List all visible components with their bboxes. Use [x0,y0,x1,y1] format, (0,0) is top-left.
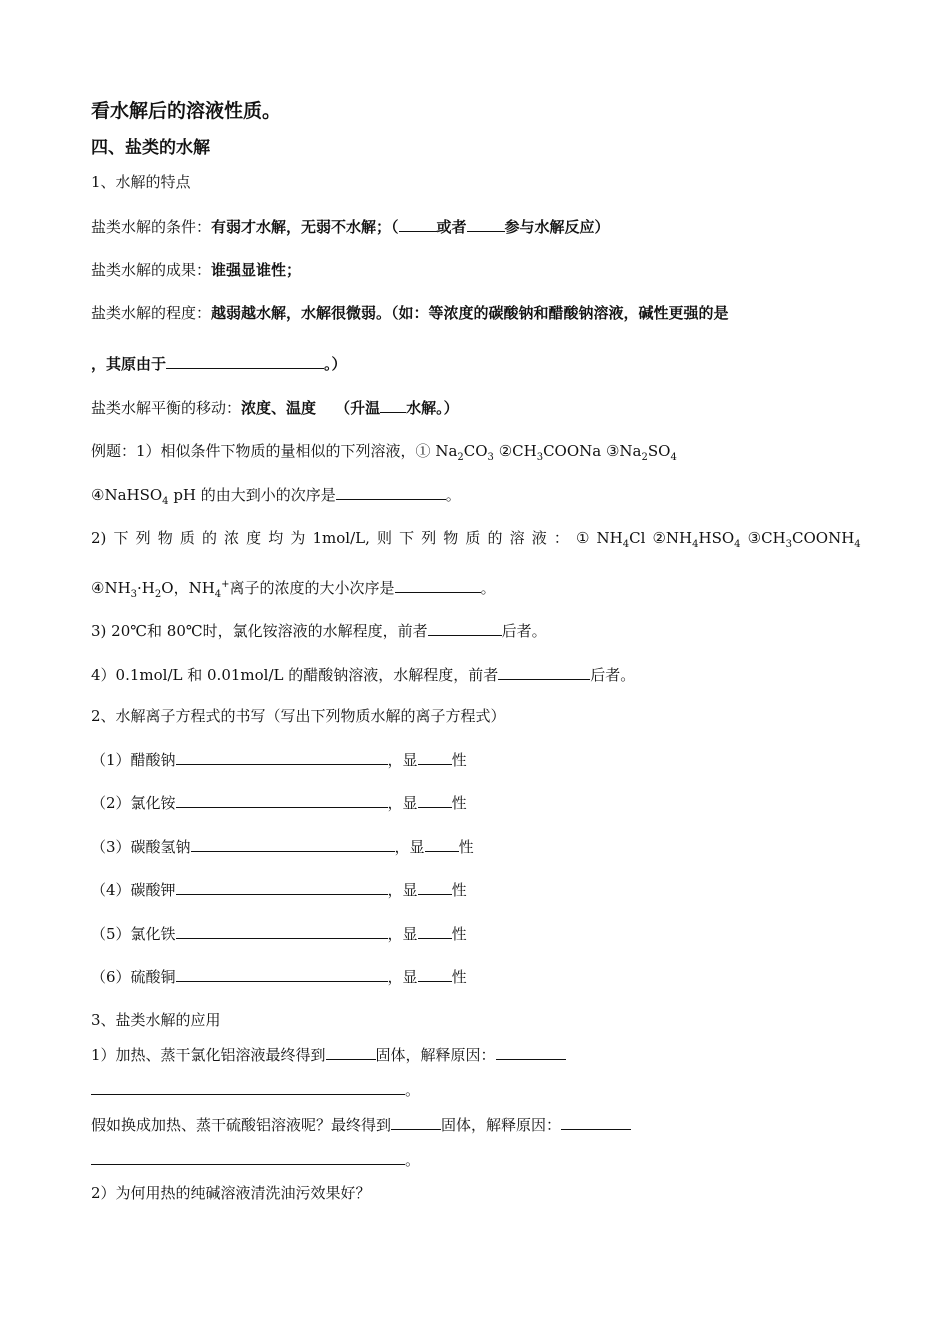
equation-item-3: （3）碳酸氢钠 ，显 性 [91,838,474,856]
subsection-heading-2: 2、水解离子方程式的书写（写出下列物质水解的离子方程式） [91,707,506,725]
answer-blank[interactable] [336,484,446,500]
hydrolysis-result-line: 盐类水解的成果：谁强显谁性； [91,261,302,279]
subsection-heading-3: 3、盐类水解的应用 [91,1011,221,1029]
hydrolysis-degree-continued: ，其原由于 。） [91,355,347,373]
answer-blank[interactable] [176,966,388,982]
subsection-heading-1: 1、水解的特点 [91,173,191,191]
section-heading-4: 四、盐类的水解 [91,138,210,158]
answer-blank[interactable] [391,1114,441,1130]
answer-blank[interactable] [166,353,324,369]
example-4: 4）0.1mol/L 和 0.01mol/L 的醋酸钠溶液，水解程度，前者 后者。 [91,666,636,684]
equation-item-2: （2）氯化铵 ，显 性 [91,794,467,812]
answer-blank[interactable] [395,577,481,593]
answer-blank[interactable] [399,216,437,232]
answer-blank[interactable] [428,620,502,636]
application-2-question: 2）为何用热的纯碱溶液清洗油污效果好？ [91,1184,371,1202]
answer-blank[interactable] [326,1044,376,1060]
example-1-line-1: 例题：1）相似条件下物质的量相似的下列溶液，① $Na_2CO_3$ $②CH_3COONa$ $③Na_2SO_4$ [91,442,677,463]
answer-blank[interactable] [176,879,388,895]
equation-item-1: （1）醋酸钠 ，显 性 [91,751,467,769]
answer-blank[interactable] [380,397,406,413]
answer-blank[interactable] [418,749,452,765]
application-1-line: 1）加热、蒸干氯化铝溶液最终得到 固体，解释原因： [91,1044,566,1065]
answer-blank[interactable] [418,792,452,808]
equation-item-5: （5）氯化铁 ，显 性 [91,925,467,943]
example-2-line-1: 2) 下 列 物 质 的 浓 度 均 为 1mol/L, 则 下 列 物 质 的 溶 液 ： ① $NH_4Cl$ $②NH_4HSO_4$ $③CH_3COONH_4$ [91,529,861,550]
page-title: 看水解后的溶液性质。 [91,100,282,122]
application-1b-line: 假如换成加热、蒸干硫酸铝溶液呢？最终得到 固体，解释原因： [91,1114,631,1135]
answer-blank[interactable] [418,966,452,982]
answer-blank[interactable] [91,1149,405,1165]
answer-blank[interactable] [91,1079,405,1095]
application-1b-answer-line: 。 [91,1149,420,1170]
answer-blank[interactable] [561,1114,631,1130]
application-1-answer-line: 。 [91,1079,420,1100]
answer-blank[interactable] [176,749,388,765]
equation-item-6: （6）硫酸铜 ，显 性 [91,968,467,986]
example-2-line-2: $④NH_3\cdot H_2O$，$NH_4^+$离子的浓度的大小次序是 。 [91,579,496,600]
hydrolysis-condition-line: 盐类水解的条件：有弱才水解，无弱不水解；（ 或者 参与水解反应） [91,218,610,236]
answer-blank[interactable] [176,923,388,939]
hydrolysis-degree-line: 盐类水解的程度：越弱越水解，水解很微弱。（如：等浓度的碳酸钠和醋酸钠溶液，碱性更强的是 [91,304,729,322]
answer-blank[interactable] [467,216,505,232]
equation-item-4: （4）碳酸钾 ，显 性 [91,881,467,899]
hydrolysis-equilibrium-line: 盐类水解平衡的移动：浓度、温度 （升温 水解。） [91,399,459,417]
answer-blank[interactable] [496,1044,566,1060]
answer-blank[interactable] [425,836,459,852]
example-3: 3) 20℃和 80℃时，氯化铵溶液的水解程度，前者 后者。 [91,622,547,640]
answer-blank[interactable] [498,664,590,680]
answer-blank[interactable] [418,923,452,939]
answer-blank[interactable] [418,879,452,895]
example-1-line-2: ④NaHSO$_4$ pH 的由大到小的次序是 。 [91,486,461,507]
answer-blank[interactable] [176,792,388,808]
answer-blank[interactable] [191,836,395,852]
